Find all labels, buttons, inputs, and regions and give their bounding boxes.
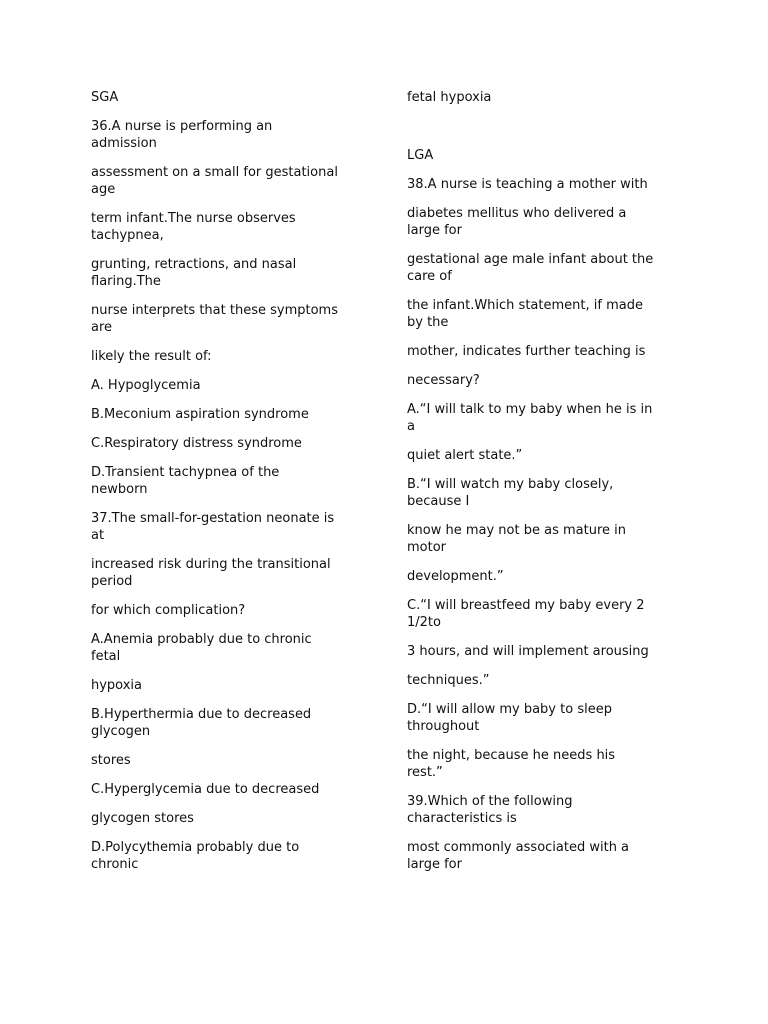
text-line: techniques.” xyxy=(407,673,490,688)
text-line: know he may not be as mature in xyxy=(407,523,626,538)
text-line: most commonly associated with a xyxy=(407,840,630,855)
text-line: characteristics is xyxy=(407,811,517,826)
text-line: a xyxy=(407,419,415,434)
text-line: LGA xyxy=(407,148,434,163)
text-line: age xyxy=(91,182,116,197)
text-line: quiet alert state.” xyxy=(407,448,523,463)
text-line: 3 hours, and will implement arousing xyxy=(407,644,649,659)
text-line: grunting, retractions, and nasal xyxy=(91,257,297,272)
text-line: B.Hyperthermia due to decreased xyxy=(91,707,312,722)
text-line: for which complication? xyxy=(91,603,246,618)
text-line: development.” xyxy=(407,569,504,584)
text-line: C.“I will breastfeed my baby every 2 xyxy=(407,598,645,613)
text-line: are xyxy=(91,320,113,335)
text-line: at xyxy=(91,528,105,543)
text-line: A.“I will talk to my baby when he is in xyxy=(407,402,653,417)
text-line: term infant.The nurse observes xyxy=(91,211,296,226)
text-line: likely the result of: xyxy=(91,349,212,364)
text-line: 37.The small-for-gestation neonate is xyxy=(91,511,335,526)
text-line: flaring.The xyxy=(91,274,161,289)
text-line: glycogen xyxy=(91,724,151,739)
text-line: 39.Which of the following xyxy=(407,794,573,809)
text-line: care of xyxy=(407,269,452,284)
text-line: necessary? xyxy=(407,373,480,388)
text-line: A.Anemia probably due to chronic xyxy=(91,632,312,647)
text-line: admission xyxy=(91,136,157,151)
text-line: D.Transient tachypnea of the xyxy=(91,465,280,480)
text-line: 1/2to xyxy=(407,615,441,630)
text-line: 38.A nurse is teaching a mother with xyxy=(407,177,648,192)
text-line: B.“I will watch my baby closely, xyxy=(407,477,614,492)
text-line: fetal xyxy=(91,649,121,664)
text-line: B.Meconium aspiration syndrome xyxy=(91,407,309,422)
text-line: A. Hypoglycemia xyxy=(91,378,201,393)
text-line: large for xyxy=(407,857,462,872)
text-line: 36.A nurse is performing an xyxy=(91,119,273,134)
text-line: newborn xyxy=(91,482,148,497)
text-line: diabetes mellitus who delivered a xyxy=(407,206,627,221)
text-line: rest.” xyxy=(407,765,443,780)
text-line: mother, indicates further teaching is xyxy=(407,344,646,359)
text-line: chronic xyxy=(91,857,139,872)
text-line: assessment on a small for gestational xyxy=(91,165,338,180)
text-line: glycogen stores xyxy=(91,811,194,826)
text-line: tachypnea, xyxy=(91,228,164,243)
text-line: gestational age male infant about the xyxy=(407,252,654,267)
text-line: SGA xyxy=(91,90,119,105)
text-line: because I xyxy=(407,494,470,509)
text-line: motor xyxy=(407,540,447,555)
text-line: large for xyxy=(407,223,462,238)
text-line: D.Polycythemia probably due to xyxy=(91,840,300,855)
text-line: hypoxia xyxy=(91,678,143,693)
text-line: D.“I will allow my baby to sleep xyxy=(407,702,612,717)
text-line: by the xyxy=(407,315,449,330)
text-line: the infant.Which statement, if made xyxy=(407,298,643,313)
text-line: throughout xyxy=(407,719,480,734)
text-line: C.Hyperglycemia due to decreased xyxy=(91,782,320,797)
text-line: increased risk during the transitional xyxy=(91,557,331,572)
text-line: C.Respiratory distress syndrome xyxy=(91,436,302,451)
text-line: the night, because he needs his xyxy=(407,748,616,763)
text-line: fetal hypoxia xyxy=(407,90,492,105)
text-line: stores xyxy=(91,753,131,768)
text-line: nurse interprets that these symptoms xyxy=(91,303,338,318)
text-line: period xyxy=(91,574,133,589)
